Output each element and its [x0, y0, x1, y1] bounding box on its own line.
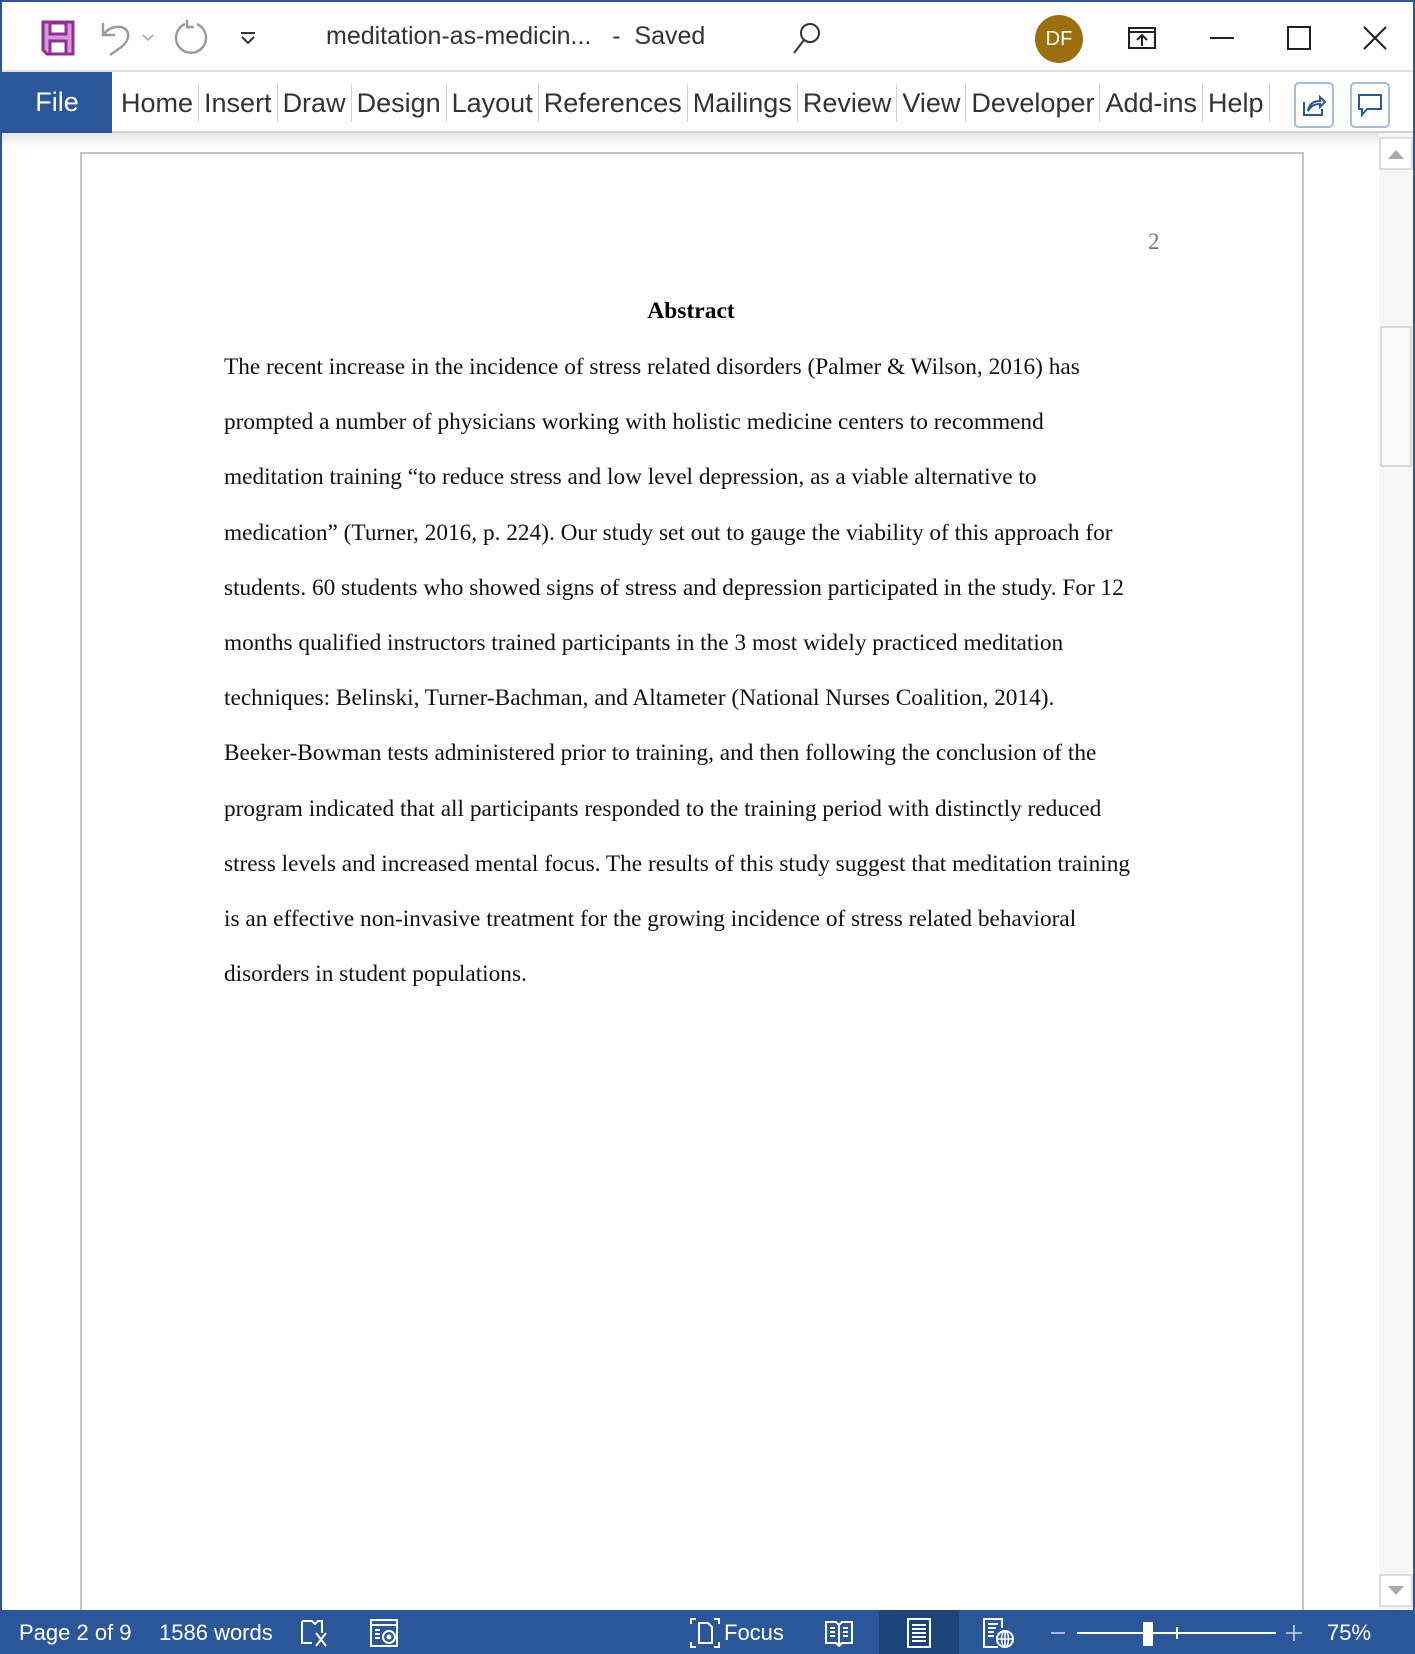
abstract-heading-text: Abstract: [647, 298, 735, 324]
customize-qat-icon[interactable]: [238, 18, 258, 58]
redo-icon[interactable]: [172, 18, 210, 58]
text-line: Beeker-Bowman tests administered prior to training, and then following the conclusion of the: [224, 740, 1097, 767]
focus-label[interactable]: Focus: [724, 1620, 784, 1645]
word-count[interactable]: 1586 words: [159, 1620, 273, 1645]
text-line: is an effective non-invasive treatment for the growing incidence of stress related behavioral: [224, 905, 1077, 932]
tab-mailings[interactable]: Mailings: [688, 84, 798, 122]
text-line: program indicated that all participants responded to the training period with distinctly reduced: [224, 795, 1102, 822]
text-line: prompted a number of physicians working with holistic medicine centers to recommend: [224, 409, 1044, 436]
comments-button[interactable]: [1350, 82, 1390, 128]
text-line: disorders in student populations.: [224, 961, 527, 988]
scroll-up-button[interactable]: [1379, 137, 1413, 170]
zoom-out-icon[interactable]: [1050, 1610, 1066, 1654]
save-icon[interactable]: [40, 18, 76, 58]
maximize-icon[interactable]: [1275, 16, 1323, 60]
page-number: 2: [1148, 229, 1160, 254]
print-layout-icon[interactable]: [904, 1610, 934, 1654]
tab-insert[interactable]: Insert: [199, 84, 278, 122]
proofing-icon[interactable]: [299, 1610, 331, 1654]
text-line: techniques: Belinski, Turner-Bachman, and Altameter (National Nurses Coalition, 2014).: [224, 685, 1055, 712]
abstract-body[interactable]: [224, 340, 1184, 1002]
tab-layout[interactable]: Layout: [447, 84, 539, 122]
search-icon[interactable]: [789, 18, 825, 58]
tab-review[interactable]: Review: [798, 84, 898, 122]
zoom-slider-thumb[interactable]: [1143, 1622, 1153, 1646]
tab-home[interactable]: Home: [116, 84, 199, 122]
undo-icon[interactable]: [97, 18, 133, 58]
tab-draw[interactable]: Draw: [278, 84, 352, 122]
tab-add-ins[interactable]: Add-ins: [1100, 84, 1203, 122]
scroll-thumb[interactable]: [1380, 326, 1412, 467]
avatar[interactable]: DF: [1035, 15, 1083, 63]
zoom-100-mark: [1176, 1627, 1178, 1639]
tab-list: [116, 72, 1270, 133]
page-indicator[interactable]: Page 2 of 9: [19, 1620, 132, 1645]
text-line: stress levels and increased mental focus. The results of this study suggest that meditation training: [224, 850, 1131, 877]
web-layout-icon[interactable]: [982, 1610, 1016, 1654]
accessibility-icon[interactable]: [369, 1610, 401, 1654]
text-line: meditation training “to reduce stress and low level depression, as a viable alternative to: [224, 464, 1037, 491]
text-line: students. 60 students who showed signs of stress and depression participated in the study. For 12: [224, 574, 1124, 601]
tab-view[interactable]: View: [897, 84, 966, 122]
tab-references[interactable]: References: [539, 84, 688, 122]
comment-icon: [1357, 92, 1383, 118]
ribbon-display-options-icon[interactable]: [1118, 16, 1166, 60]
text-line: months qualified instructors trained participants in the 3 most widely practiced meditation: [224, 629, 1064, 656]
ribbon-tabs: [2, 70, 1413, 133]
share-icon: [1301, 92, 1327, 118]
document-title: meditation-as-medicin... - Saved: [326, 22, 706, 50]
undo-dropdown-icon[interactable]: [139, 18, 157, 58]
minimize-icon[interactable]: [1198, 16, 1246, 60]
close-icon[interactable]: [1351, 16, 1399, 60]
tab-help[interactable]: Help: [1203, 84, 1270, 122]
document-page[interactable]: [80, 152, 1304, 1610]
text-line: medication” (Turner, 2016, p. 224). Our study set out to gauge the viability of this approach for: [224, 519, 1113, 546]
scroll-down-button[interactable]: [1379, 1574, 1413, 1607]
text-line: The recent increase in the incidence of stress related disorders (Palmer & Wilson, 2016) has: [224, 354, 1080, 380]
abstract-heading: [82, 298, 1302, 325]
status-bar: [2, 1610, 1415, 1654]
tab-file[interactable]: File: [2, 72, 112, 133]
vertical-scrollbar[interactable]: [1379, 133, 1413, 1610]
arrow-down-icon: [1388, 1586, 1404, 1596]
zoom-level[interactable]: 75%: [1327, 1620, 1372, 1645]
title-bar: [2, 2, 1413, 70]
read-mode-icon[interactable]: [824, 1610, 854, 1654]
tab-developer[interactable]: Developer: [966, 84, 1100, 122]
tab-design[interactable]: Design: [352, 84, 447, 122]
zoom-in-icon[interactable]: [1285, 1610, 1303, 1654]
document-canvas[interactable]: [2, 133, 1413, 1610]
share-button[interactable]: [1294, 82, 1334, 128]
arrow-up-icon: [1388, 149, 1404, 159]
focus-icon[interactable]: [688, 1610, 722, 1654]
